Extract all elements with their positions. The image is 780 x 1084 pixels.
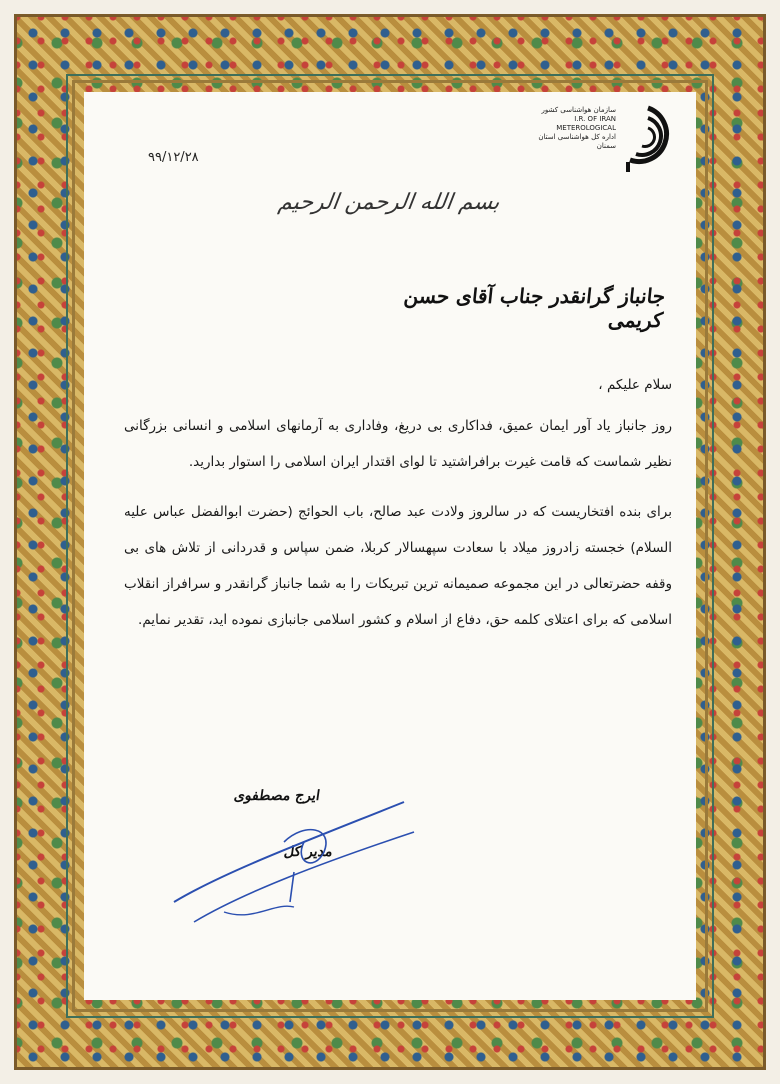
signatory-title: مدیر کل — [282, 844, 334, 860]
paragraph-2: برای بنده افتخاریست که در سالروز ولادت عبد صالح، باب الحوائج (حضرت ابوالفضل عباس علیه السلام) خجسته زادروز میلاد با سعادت سپهسالار کربلا، ضمن سپاس و قدردانی از تلاش های بی وقفه حضرتعالی در این مجموعه صمیمانه ترین تبریکات را به شما جانباز گرانقدر و سرافراز انقلاب اسلامی که برای اعتلای کلمه حق، دفاع از اسلام و کشور اسلامی جانبازی نموده اید، تقدیر نمایم. — [124, 504, 672, 628]
letter-body — [124, 374, 672, 652]
logo-text: سازمان هواشناسی کشور I.R. OF IRAN METEROLOGICAL اداره کل هواشناسی استان سمنان — [538, 106, 616, 150]
signatory-name: ایرج مصطفوی — [232, 788, 321, 804]
organization-logo — [524, 104, 684, 204]
greeting: سلام علیکم ، — [598, 377, 672, 393]
paragraph-1: روز جانباز یاد آور ایمان عمیق، فداکاری بی دریغ، وفاداری به آرمانهای اسلامی و انسانی بزرگانی نظیر شماست که قامت غیرت برافراشتید تا لوای اقتدار ایران اسلامی را استوار بدارید. — [124, 418, 672, 470]
addressee-line: جانباز گرانقدر جناب آقای حسن کریمی — [402, 284, 667, 332]
letter-page — [84, 92, 696, 1000]
basmala-heading: بسم الله الرحمن الرحیم — [276, 190, 502, 215]
handwritten-signature — [164, 782, 424, 942]
letter-date: ۹۹/۱۲/۲۸ — [148, 150, 199, 165]
meteorological-logo-icon — [620, 104, 676, 174]
